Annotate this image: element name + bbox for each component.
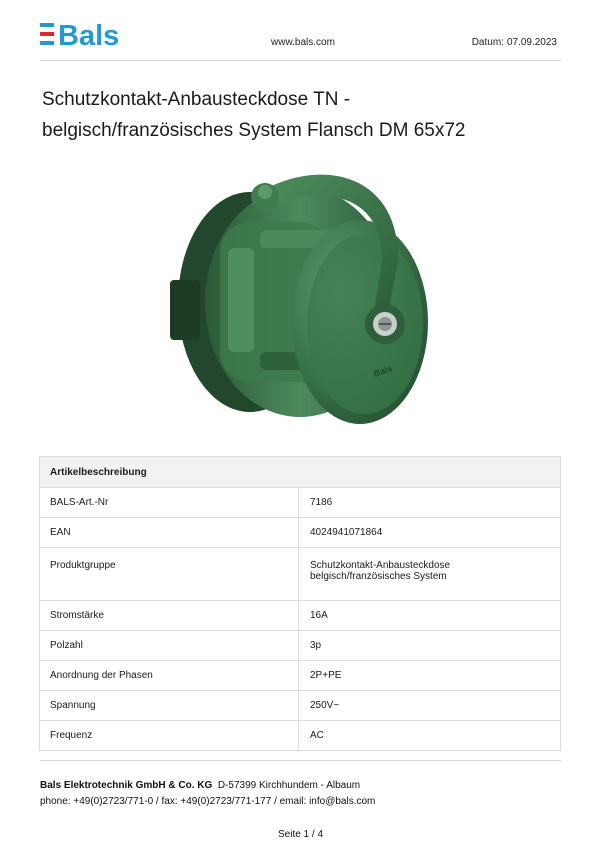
row-value-line-1: Schutzkontakt-Anbausteckdose bbox=[310, 560, 451, 571]
bals-logo bbox=[40, 20, 165, 48]
table-row bbox=[40, 721, 561, 751]
row-value: 16A bbox=[299, 601, 561, 631]
row-label: Polzahl bbox=[40, 631, 299, 661]
website-link[interactable]: www.bals.com bbox=[271, 37, 335, 48]
row-label: Spannung bbox=[40, 691, 299, 721]
row-value: 4024941071864 bbox=[299, 518, 561, 548]
date-label: Datum: bbox=[471, 37, 504, 48]
table-row bbox=[40, 661, 561, 691]
table-row bbox=[40, 548, 561, 601]
row-value: 3p bbox=[299, 631, 561, 661]
page-number: Seite 1 / 4 bbox=[277, 829, 324, 840]
spec-table bbox=[39, 456, 561, 751]
spec-table-header bbox=[40, 457, 561, 488]
row-label: Stromstärke bbox=[40, 601, 299, 631]
table-row bbox=[40, 691, 561, 721]
page-header bbox=[40, 0, 561, 61]
row-value bbox=[299, 548, 561, 601]
table-row bbox=[40, 488, 561, 518]
date bbox=[469, 37, 557, 48]
row-label: Anordnung der Phasen bbox=[40, 661, 299, 691]
product-brand-mark: Bals bbox=[372, 362, 394, 379]
table-row bbox=[40, 601, 561, 631]
title-line-2: belgisch/französisches System Flansch DM 65x72 bbox=[42, 120, 466, 141]
row-value: 250V~ bbox=[299, 691, 561, 721]
row-value-line-2: belgisch/französisches System bbox=[310, 571, 447, 582]
row-value: AC bbox=[299, 721, 561, 751]
company-name: Bals Elektrotechnik GmbH & Co. KG bbox=[40, 780, 213, 791]
row-label: EAN bbox=[40, 518, 299, 548]
table-row bbox=[40, 518, 561, 548]
row-label: Frequenz bbox=[40, 721, 299, 751]
footer-contact: phone: +49(0)2723/771-0 / fax: +49(0)2723/771-177 / email: info@bals.com bbox=[40, 796, 376, 807]
row-value: 7186 bbox=[299, 488, 561, 518]
footer-divider bbox=[40, 760, 561, 761]
row-label: BALS-Art.-Nr bbox=[40, 488, 299, 518]
spec-heading: Artikelbeschreibung bbox=[40, 457, 561, 488]
page-title bbox=[42, 84, 562, 146]
footer-company bbox=[40, 780, 360, 791]
date-value: 07.09.2023 bbox=[506, 37, 557, 48]
logo-text: Bals bbox=[58, 20, 120, 48]
row-label: Produktgruppe bbox=[40, 548, 299, 601]
title-line-1: Schutzkontakt-Anbausteckdose TN - bbox=[42, 89, 351, 110]
row-value: 2P+PE bbox=[299, 661, 561, 691]
company-address: D-57399 Kirchhundem - Albaum bbox=[217, 780, 361, 791]
table-row bbox=[40, 631, 561, 661]
socket-product-image bbox=[160, 152, 440, 442]
